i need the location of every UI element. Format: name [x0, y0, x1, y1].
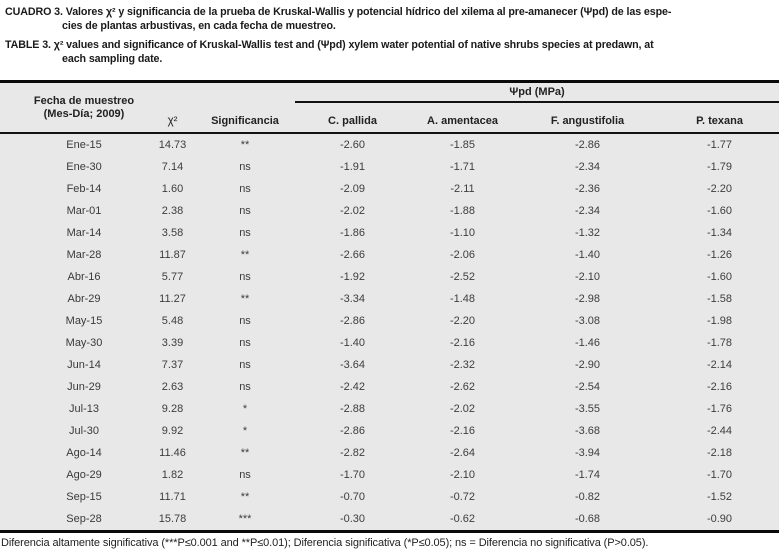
value-cell: -1.58: [706, 293, 733, 305]
table-row: [0, 310, 779, 332]
chi2-cell: 1.60: [161, 183, 184, 195]
caption-english-line2: each sampling date.: [62, 53, 163, 65]
table-header: [0, 82, 779, 134]
date-cell: Abr-16: [67, 271, 101, 283]
value-cell: -0.82: [574, 491, 601, 503]
value-cell: -1.92: [339, 271, 366, 283]
chi2-cell: 9.92: [161, 425, 184, 437]
value-cell: -1.32: [574, 227, 601, 239]
chi2-cell: 11.71: [159, 491, 186, 503]
value-cell: -2.88: [339, 403, 366, 415]
date-column-header-line1: Fecha de muestreo: [33, 94, 135, 107]
value-cell: -2.90: [574, 359, 601, 371]
value-cell: -1.26: [706, 249, 733, 261]
significance-column-header: Significancia: [195, 82, 295, 134]
date-cell: Mar-28: [66, 249, 102, 261]
chi2-cell: 14.73: [158, 139, 187, 151]
significance-cell: ns: [239, 469, 251, 481]
value-cell: -1.60: [706, 205, 733, 217]
table-row: [0, 222, 779, 244]
table-row: [0, 420, 779, 442]
table-row: [0, 133, 779, 156]
value-cell: -2.66: [339, 249, 366, 261]
chi2-cell: 2.38: [161, 205, 184, 217]
species-column-header-c-pallida: C. pallida: [295, 102, 410, 133]
value-cell: -2.16: [449, 425, 476, 437]
significance-cell: **: [240, 447, 250, 459]
value-cell: -2.10: [449, 469, 476, 481]
value-cell: -2.62: [449, 381, 476, 393]
species-column-header-a-amentacea: A. amentacea: [410, 102, 515, 133]
value-cell: -2.44: [706, 425, 733, 437]
significance-cell: ns: [239, 315, 251, 327]
date-cell: Jul-30: [69, 425, 99, 437]
value-cell: -2.60: [339, 139, 366, 151]
significance-cell: ns: [239, 337, 251, 349]
header-row-group: [0, 82, 779, 103]
significance-cell: **: [240, 249, 250, 261]
table-row: [0, 156, 779, 178]
value-cell: -2.16: [706, 381, 733, 393]
value-cell: -2.06: [449, 249, 476, 261]
table-row: [0, 464, 779, 486]
significance-cell: **: [240, 139, 250, 151]
date-column-header-line2: (Mes-Día; 2009): [43, 107, 125, 120]
species-column-header-p-texana: P. texana: [660, 102, 779, 133]
value-cell: -2.09: [339, 183, 366, 195]
value-cell: -3.55: [574, 403, 601, 415]
date-cell: Jun-29: [67, 381, 101, 393]
value-cell: -2.20: [706, 183, 733, 195]
value-cell: -0.70: [339, 491, 366, 503]
species-column-header-f-angustifolia: F. angustifolia: [515, 102, 660, 133]
value-cell: -1.86: [339, 227, 366, 239]
value-cell: -0.62: [449, 513, 476, 525]
value-cell: -1.40: [574, 249, 601, 261]
significance-cell: ns: [239, 205, 251, 217]
value-cell: -2.86: [574, 139, 601, 151]
chi2-cell: 1.82: [161, 469, 184, 481]
date-cell: May-30: [65, 337, 103, 349]
value-cell: -3.34: [339, 293, 366, 305]
date-cell: Ago-14: [66, 447, 102, 459]
caption-spanish-line1: Valores χ² y significancia de la prueba de Kruskal-Wallis y potencial hídrico del xilema al pre-amanecer (Ψpd) de las espe-: [65, 6, 672, 18]
date-cell: Ene-30: [66, 161, 102, 173]
caption-english-label: TABLE 3.: [5, 39, 51, 51]
table-row: [0, 376, 779, 398]
table-row: [0, 442, 779, 464]
date-cell: Ene-15: [66, 139, 102, 151]
value-cell: -1.74: [574, 469, 601, 481]
caption-block: [0, 0, 779, 66]
table-row: [0, 354, 779, 376]
significance-cell: ***: [238, 513, 252, 525]
table-body: [0, 133, 779, 532]
chi2-cell: 3.39: [161, 337, 184, 349]
value-cell: -0.90: [706, 513, 733, 525]
date-cell: Jun-14: [67, 359, 101, 371]
value-cell: -1.34: [706, 227, 733, 239]
significance-cell: ns: [239, 227, 251, 239]
value-cell: -2.34: [574, 205, 601, 217]
caption-english: [5, 38, 775, 66]
significance-cell: *: [242, 403, 248, 415]
value-cell: -2.14: [706, 359, 733, 371]
date-cell: Jul-13: [69, 403, 99, 415]
chi2-cell: 15.78: [158, 513, 187, 525]
value-cell: -1.76: [706, 403, 733, 415]
value-cell: -3.68: [574, 425, 601, 437]
significance-cell: **: [240, 293, 250, 305]
chi2-cell: 11.87: [159, 249, 186, 261]
chi2-cell: 7.37: [161, 359, 184, 371]
significance-cell: ns: [239, 161, 251, 173]
value-cell: -1.77: [706, 139, 733, 151]
significance-cell: ns: [239, 183, 251, 195]
caption-english-line1: χ² values and significance of Kruskal-Wallis test and (Ψpd) xylem water potential of native shrubs species at predawn, at: [53, 39, 654, 51]
value-cell: -2.10: [574, 271, 601, 283]
value-cell: -1.91: [339, 161, 366, 173]
value-cell: -2.82: [339, 447, 366, 459]
value-cell: -1.60: [706, 271, 733, 283]
psi-pd-group-header: Ψpd (MPa): [295, 82, 779, 103]
value-cell: -2.32: [449, 359, 476, 371]
table-row: [0, 486, 779, 508]
value-cell: -1.85: [449, 139, 476, 151]
value-cell: -2.34: [574, 161, 601, 173]
table-row: [0, 288, 779, 310]
value-cell: -3.64: [339, 359, 366, 371]
value-cell: -2.86: [339, 315, 366, 327]
value-cell: -2.16: [449, 337, 476, 349]
table-row: [0, 266, 779, 288]
value-cell: -1.70: [339, 469, 366, 481]
chi2-cell: 5.77: [161, 271, 184, 283]
date-column-header: [0, 82, 150, 134]
date-cell: Mar-14: [66, 227, 102, 239]
table-row: [0, 244, 779, 266]
value-cell: -2.52: [449, 271, 476, 283]
caption-spanish: [5, 5, 775, 33]
kruskal-wallis-table: [0, 80, 779, 533]
date-cell: Mar-01: [66, 205, 102, 217]
chi2-cell: 11.27: [159, 293, 186, 305]
chi2-cell: 7.14: [161, 161, 184, 173]
value-cell: -0.30: [339, 513, 366, 525]
table-row: [0, 178, 779, 200]
date-cell: May-15: [65, 315, 103, 327]
value-cell: -1.88: [449, 205, 476, 217]
value-cell: -1.46: [574, 337, 601, 349]
date-cell: Feb-14: [66, 183, 102, 195]
value-cell: -2.20: [449, 315, 476, 327]
value-cell: -1.98: [706, 315, 733, 327]
value-cell: -2.11: [450, 183, 475, 195]
date-cell: Sep-28: [66, 513, 102, 525]
value-cell: -3.08: [574, 315, 601, 327]
value-cell: -1.10: [449, 227, 476, 239]
significance-cell: ns: [239, 271, 251, 283]
value-cell: -2.98: [574, 293, 601, 305]
table-row: [0, 200, 779, 222]
value-cell: -1.78: [706, 337, 733, 349]
value-cell: -1.48: [449, 293, 476, 305]
value-cell: -2.64: [449, 447, 476, 459]
table-row: [0, 332, 779, 354]
value-cell: -1.40: [339, 337, 366, 349]
significance-cell: ns: [239, 381, 251, 393]
chi2-cell: 5.48: [161, 315, 184, 327]
value-cell: -2.02: [449, 403, 476, 415]
chi2-cell: 3.58: [161, 227, 184, 239]
value-cell: -3.94: [574, 447, 601, 459]
significance-cell: ns: [239, 359, 251, 371]
date-cell: Abr-29: [67, 293, 101, 305]
table-row: [0, 398, 779, 420]
value-cell: -0.68: [574, 513, 601, 525]
footnote: Diferencia altamente significativa (***P≤0.001 and **P≤0.01); Diferencia significativa (*P≤0.05); ns = Diferencia no significativa (P>0.05).: [1, 537, 649, 549]
caption-spanish-label: CUADRO 3.: [5, 6, 63, 18]
chi2-cell: 2.63: [161, 381, 184, 393]
value-cell: -2.36: [574, 183, 601, 195]
chi-square-column-header: χ²: [150, 82, 195, 134]
caption-spanish-line2: cies de plantas arbustivas, en cada fecha de muestreo.: [62, 20, 336, 32]
value-cell: -1.79: [706, 161, 733, 173]
value-cell: -2.42: [339, 381, 366, 393]
date-cell: Ago-29: [66, 469, 102, 481]
date-cell: Sep-15: [66, 491, 102, 503]
value-cell: -2.54: [574, 381, 601, 393]
value-cell: -1.70: [706, 469, 733, 481]
significance-cell: *: [242, 425, 248, 437]
value-cell: -2.02: [339, 205, 366, 217]
value-cell: -1.52: [706, 491, 733, 503]
chi2-cell: 9.28: [161, 403, 184, 415]
significance-cell: **: [240, 491, 250, 503]
value-cell: -2.18: [706, 447, 733, 459]
value-cell: -0.72: [449, 491, 476, 503]
value-cell: -1.71: [449, 161, 476, 173]
table-row: [0, 508, 779, 532]
chi2-cell: 11.46: [159, 447, 186, 459]
value-cell: -2.86: [339, 425, 366, 437]
